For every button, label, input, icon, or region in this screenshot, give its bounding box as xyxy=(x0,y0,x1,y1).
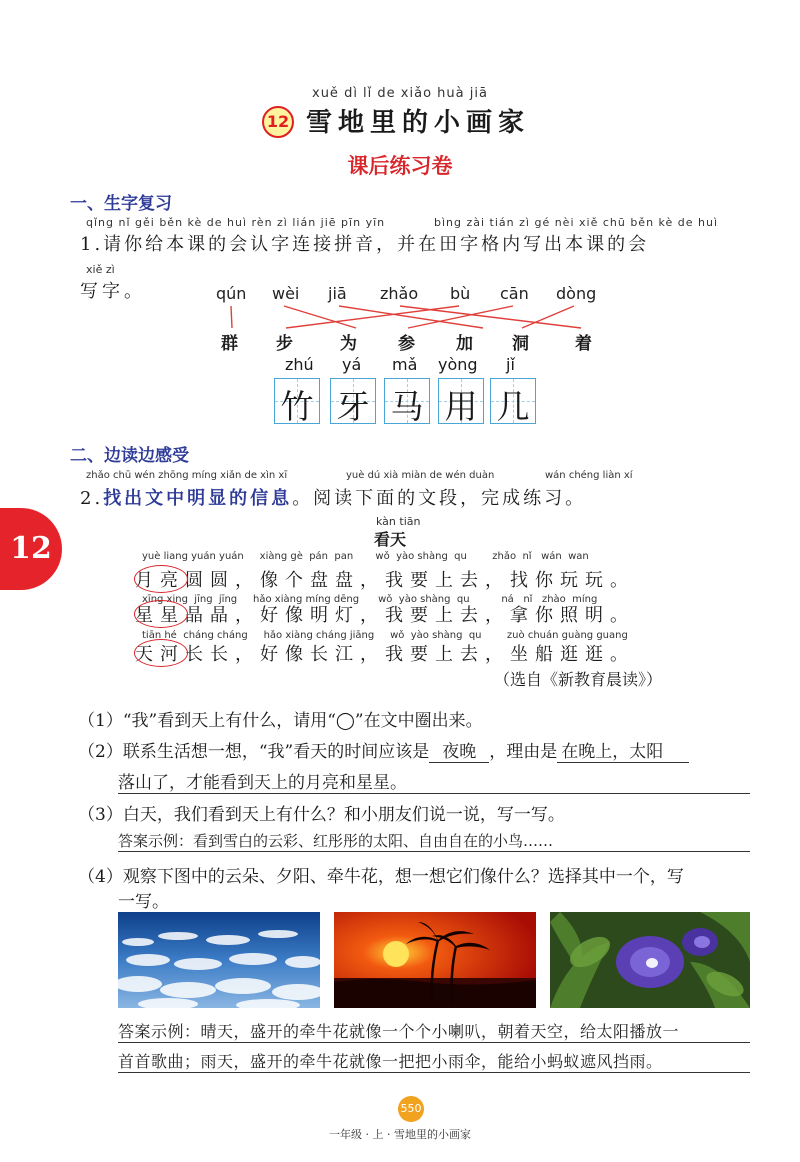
writing-grid-2[interactable] xyxy=(330,378,376,424)
grid-char-1: 竹 xyxy=(280,387,314,426)
poem-line-1: 月亮圆圆，像个盘盘，我要上去，找你玩玩。 xyxy=(135,570,635,591)
circle-moon xyxy=(134,565,188,593)
circle-milky-way xyxy=(134,639,188,667)
question-3: （3）白天，我们看到天上有什么？和小朋友们说一说，写一写。 xyxy=(78,805,565,825)
match-char-5: 加 xyxy=(456,334,473,354)
question-4-line2: 一写。 xyxy=(118,892,169,912)
grid-pinyin-5: jǐ xyxy=(506,355,515,374)
match-char-3: 为 xyxy=(340,334,357,354)
poem-pinyin-2: xīng xing jīng jīng hǎo xiàng míng dēng wǒ yào shàng qu ná nǐ zhào míng xyxy=(142,594,598,605)
lesson-number-badge: 12 xyxy=(262,106,294,138)
page-number-badge: 550 xyxy=(398,1096,424,1122)
footer-caption: 一年级 · 上 · 雪地里的小画家 xyxy=(329,1128,471,1141)
q2-blue-text: 找出文中明显的信息 xyxy=(103,488,293,509)
writing-grid-1[interactable] xyxy=(274,378,320,424)
match-char-7: 着 xyxy=(575,334,592,354)
match-pinyin-2: wèi xyxy=(272,284,300,303)
q2-pinyin-c: wán chéng liàn xí xyxy=(545,470,633,481)
match-char-6: 洞 xyxy=(512,334,529,354)
q1-pinyin-b: bìng zài tián zì gé nèi xiě chū běn kè de huì xyxy=(434,216,719,229)
writing-grid-4[interactable] xyxy=(438,378,484,424)
poem-pinyin-3: tiān hé cháng cháng hǎo xiàng cháng jiāng wǒ yào shàng qu zuò chuán guàng guang xyxy=(142,630,628,641)
writing-grid-3[interactable] xyxy=(384,378,430,424)
poem-line-3: 天河长长，好像长江，我要上去，坐船逛逛。 xyxy=(135,644,635,665)
match-char-4: 参 xyxy=(398,334,415,354)
section-heading-reading: 二、边读边感受 xyxy=(70,446,189,466)
poem-line-2: 星星晶晶，好像明灯，我要上去，拿你照明。 xyxy=(135,605,635,626)
q2-answer-reason-b[interactable]: 落山了，才能看到天上的月亮和星星。 xyxy=(118,768,750,794)
question-2 xyxy=(78,737,689,763)
morning-glory-photo xyxy=(550,912,750,1008)
q2-black-text: 。阅读下面的文段，完成练习。 xyxy=(292,488,587,509)
poem-title: 看天 xyxy=(374,530,407,549)
q2-pinyin-b: yuè dú xià miàn de wén duàn xyxy=(346,470,495,481)
grid-char-2: 牙 xyxy=(336,387,370,426)
q2-prefix: （2）联系生活想一想，“我”看天的时间应该是 xyxy=(78,742,430,762)
match-pinyin-3: jiā xyxy=(328,284,347,303)
q2-answer-reason-a[interactable]: 在晚上，太阳 xyxy=(557,737,689,763)
q3-answer[interactable]: 答案示例：看到雪白的云彩、红彤彤的太阳、自由自在的小鸟…… xyxy=(118,830,750,852)
clouds-photo xyxy=(118,912,320,1008)
question-1: （1）“我”看到天上有什么，请用“◯”在文中圈出来。 xyxy=(78,711,483,731)
grid-pinyin-3: mǎ xyxy=(392,355,418,374)
circle-stars xyxy=(134,600,188,628)
q1-text-line2: 写字。 xyxy=(80,281,146,302)
q4-answer-line1[interactable]: 答案示例：晴天，盛开的牵牛花就像一个个小喇叭，朝着天空，给太阳播放一 xyxy=(118,1019,750,1043)
grid-char-5: 几 xyxy=(496,387,530,426)
match-pinyin-4: zhǎo xyxy=(380,284,419,303)
poem-source: （选自《新教育晨读》） xyxy=(494,670,663,689)
title-pinyin: xuě dì lǐ de xiǎo huà jiā xyxy=(312,86,488,101)
q1-text-line1: 1.请你给本课的会认字连接拼音，并在田字格内写出本课的会 xyxy=(80,234,650,255)
q1-pinyin-c: xiě zì xyxy=(86,263,115,276)
q1-pinyin-a: qǐng nǐ gěi běn kè de huì rèn zì lián jiē pīn yīn xyxy=(86,216,386,229)
q2-number: 2. xyxy=(80,488,104,509)
writing-grid-5[interactable] xyxy=(490,378,536,424)
grid-pinyin-1: zhú xyxy=(285,355,314,374)
q2-mid: ，理由是 xyxy=(489,742,558,762)
match-pinyin-1: qún xyxy=(216,284,247,303)
grid-pinyin-2: yá xyxy=(342,355,362,374)
match-pinyin-7: dòng xyxy=(556,284,597,303)
q2-answer-time[interactable]: 夜晚 xyxy=(429,737,489,763)
page-subtitle: 课后练习卷 xyxy=(347,153,453,178)
question-4-line1: （4）观察下图中的云朵、夕阳、牵牛花，想一想它们像什么？选择其中一个，写 xyxy=(78,867,684,887)
page-title: 雪地里的小画家 xyxy=(306,108,531,138)
grid-char-3: 马 xyxy=(390,387,424,426)
grid-pinyin-4: yòng xyxy=(438,355,478,374)
match-pinyin-5: bù xyxy=(450,284,471,303)
grid-char-4: 用 xyxy=(444,387,478,426)
q2-text xyxy=(80,484,586,510)
section-heading-review: 一、生字复习 xyxy=(70,194,172,214)
poem-title-pinyin: kàn tiān xyxy=(376,515,421,528)
match-char-2: 步 xyxy=(276,334,293,354)
lesson-side-tab: 12 xyxy=(0,508,62,590)
sunset-photo xyxy=(334,912,536,1008)
poem-pinyin-1: yuè liang yuán yuán xiàng gè pán pan wǒ yào shàng qu zhǎo nǐ wán wan xyxy=(142,551,589,562)
q4-answer-line2[interactable]: 首首歌曲；雨天，盛开的牵牛花就像一把把小雨伞，能给小蚂蚁遮风挡雨。 xyxy=(118,1049,750,1073)
match-char-1: 群 xyxy=(221,334,238,354)
q2-pinyin-a: zhǎo chū wén zhōng míng xiǎn de xìn xī xyxy=(86,470,288,481)
match-pinyin-6: cān xyxy=(500,284,529,303)
